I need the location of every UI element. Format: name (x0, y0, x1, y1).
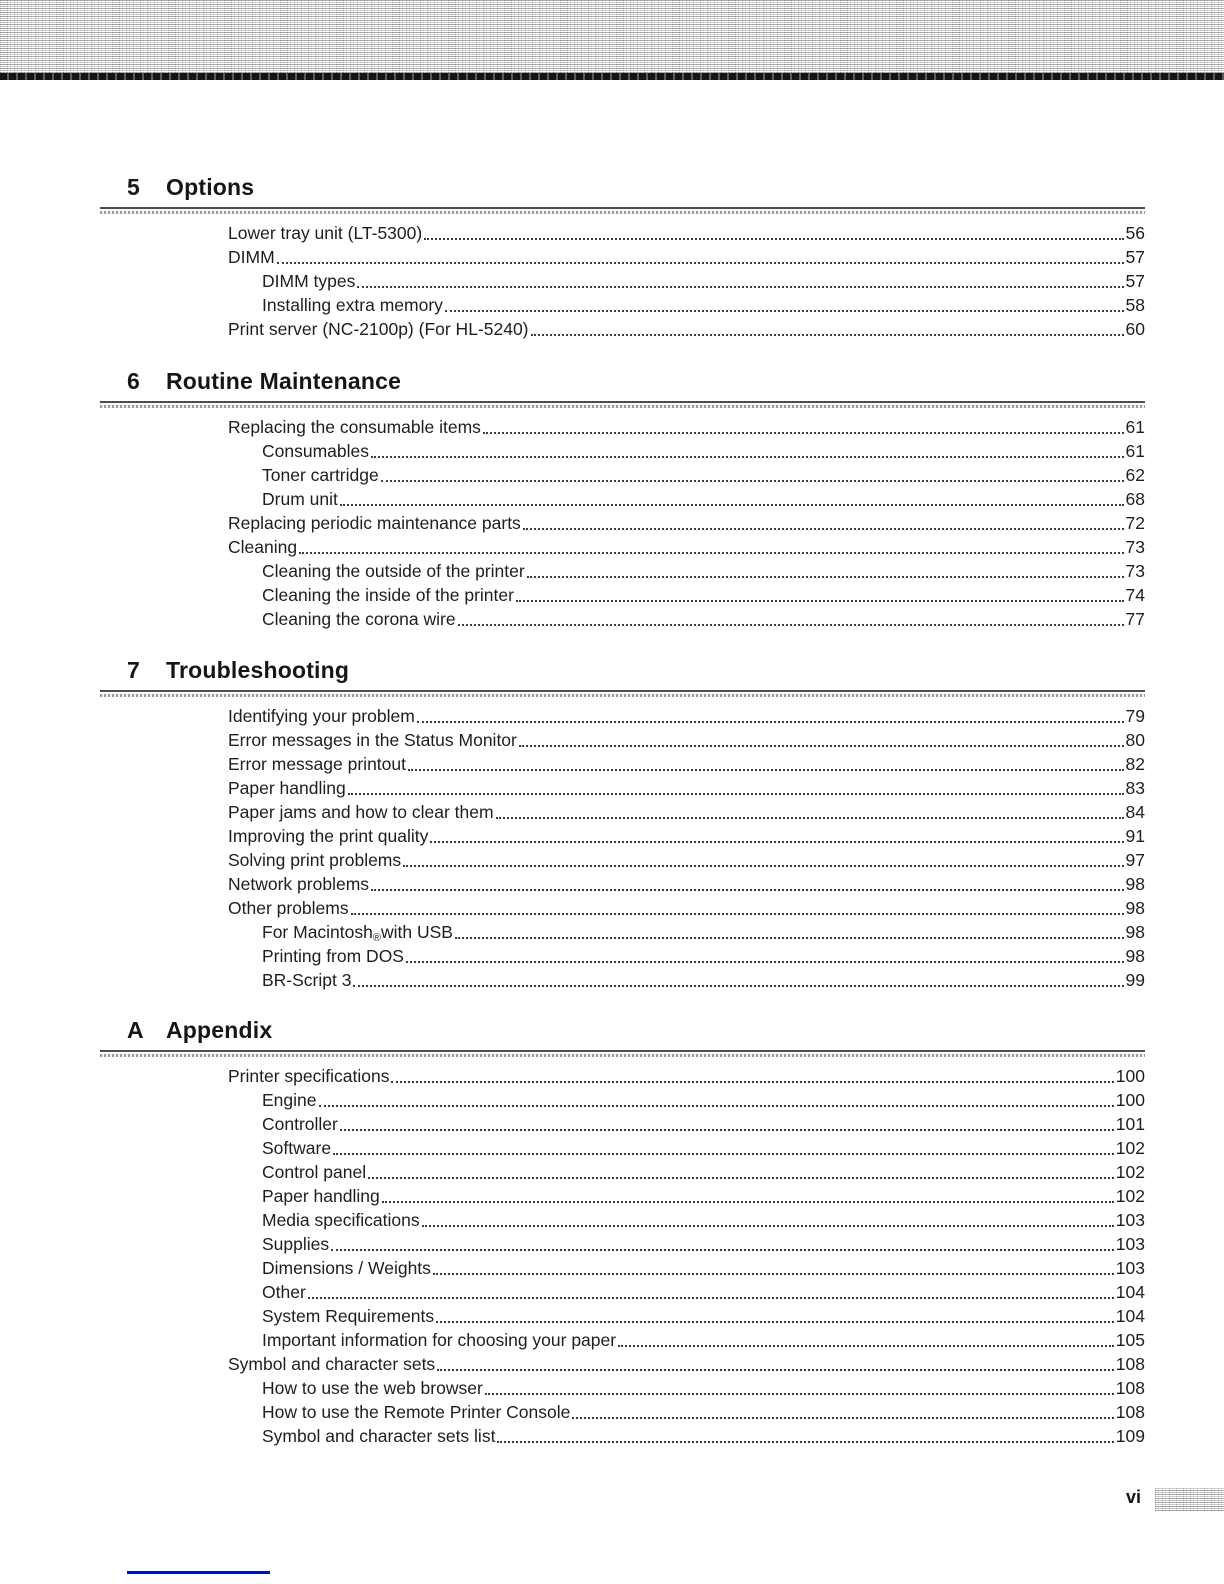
toc-entry-label: Paper handling (262, 1186, 380, 1206)
dot-leader (519, 745, 1124, 747)
toc-entry-page: 84 (1125, 802, 1145, 822)
toc-entry-label: Network problems (228, 874, 370, 894)
toc-entry (100, 1183, 1145, 1207)
footer-blue-line (127, 1571, 270, 1574)
toc-entry-label: Control panel (262, 1162, 367, 1182)
page-number: vi (1126, 1487, 1142, 1507)
toc-entry (100, 244, 1145, 268)
toc-entry-label: Cleaning the inside of the printer (262, 585, 514, 605)
toc-entry-label: Print server (NC-2100p) (For HL-5240) (228, 319, 529, 339)
toc-entry-label: Printing from DOS (262, 946, 404, 966)
toc-entry-label: Paper jams and how to clear them (228, 802, 494, 822)
dot-leader (485, 1393, 1114, 1395)
dot-leader (371, 889, 1124, 891)
section-rule (100, 401, 1145, 408)
toc-entry (100, 919, 1145, 943)
toc-entry (100, 1327, 1145, 1351)
toc-entry-label: Consumables (262, 441, 369, 461)
toc-entry (100, 1423, 1145, 1447)
toc-entry-page: 80 (1125, 730, 1145, 750)
toc-entry (100, 1087, 1145, 1111)
toc-entry-page: 103 (1115, 1210, 1145, 1230)
toc-entry-label: Other problems (228, 898, 349, 918)
dot-leader (497, 1441, 1113, 1443)
toc-entry-label: Software (262, 1138, 332, 1158)
toc-entry-label: Printer specifications (228, 1066, 390, 1086)
dot-leader (371, 456, 1124, 458)
toc-entry (100, 534, 1145, 558)
toc-entry (100, 220, 1145, 244)
toc-entry-label: Cleaning (228, 537, 298, 557)
toc-entry (100, 438, 1145, 462)
toc-entry (100, 1399, 1145, 1423)
toc-entry-page: 99 (1125, 970, 1145, 990)
toc-entry (100, 823, 1145, 847)
dot-leader (403, 865, 1123, 867)
dot-leader (417, 721, 1124, 723)
dot-leader (437, 1369, 1114, 1371)
dot-leader (496, 817, 1124, 819)
toc-entry (100, 871, 1145, 895)
toc-entry-page: 108 (1115, 1402, 1145, 1422)
scan-texture-block-footer (1155, 1488, 1224, 1511)
dot-leader (333, 1153, 1114, 1155)
toc-entry (100, 1375, 1145, 1399)
toc-entry-label: Improving the print quality (228, 826, 429, 846)
toc-entry-page: 104 (1115, 1282, 1145, 1302)
toc-entry-page: 57 (1125, 271, 1145, 291)
toc-entry (100, 1255, 1145, 1279)
dot-leader (348, 793, 1124, 795)
toc-entry (100, 943, 1145, 967)
toc-entry-label: Lower tray unit (LT-5300) (228, 223, 423, 243)
dot-leader (391, 1081, 1113, 1083)
section-entries (100, 220, 1145, 340)
dot-leader (531, 334, 1124, 336)
dot-leader (516, 600, 1124, 602)
section-entries (100, 1063, 1145, 1447)
toc-entry-label: BR-Script 3 (262, 970, 352, 990)
toc-entry-page: 100 (1115, 1090, 1145, 1110)
toc-entry-label: Other (262, 1282, 306, 1302)
toc-entry-page: 102 (1115, 1138, 1145, 1158)
toc-entry (100, 1063, 1145, 1087)
dot-leader (382, 1201, 1114, 1203)
section-number: 6 (127, 368, 140, 394)
dot-leader (618, 1345, 1114, 1347)
toc-entry-page: 73 (1125, 537, 1145, 557)
scan-texture-band-edge (0, 73, 1224, 80)
section-title: Options (166, 174, 255, 200)
dot-leader (353, 985, 1123, 987)
toc-entry-page: 109 (1115, 1426, 1145, 1446)
dot-leader (340, 1129, 1114, 1131)
dot-leader (430, 841, 1123, 843)
section-heading (100, 174, 1145, 200)
dot-leader (408, 769, 1124, 771)
toc-entry (100, 486, 1145, 510)
dot-leader (406, 961, 1124, 963)
toc-entry (100, 558, 1145, 582)
registered-trademark-symbol: ® (372, 932, 381, 944)
dot-leader (455, 937, 1124, 939)
toc-entry (100, 292, 1145, 316)
toc-entry-label: Cleaning the outside of the printer (262, 561, 525, 581)
section-rule (100, 1050, 1145, 1057)
dot-leader (277, 262, 1124, 264)
toc-entry (100, 1159, 1145, 1183)
toc-entry-label: Controller (262, 1114, 338, 1134)
toc-entry-label: Identifying your problem (228, 706, 415, 726)
toc-entry (100, 1231, 1145, 1255)
section-heading (100, 657, 1145, 683)
toc-entry-page: 72 (1125, 513, 1145, 533)
toc-entry (100, 1207, 1145, 1231)
scan-texture-band-top (0, 0, 1224, 73)
toc-section (100, 1017, 1145, 1447)
toc-entry (100, 751, 1145, 775)
toc-entry-label: For Macintosh (262, 922, 373, 942)
section-number: 7 (127, 657, 140, 683)
toc-entry-page: 98 (1125, 922, 1145, 942)
toc-entry-page: 79 (1125, 706, 1145, 726)
toc-entry-page: 98 (1125, 898, 1145, 918)
dot-leader (483, 432, 1124, 434)
toc-entry-label: Installing extra memory (262, 295, 443, 315)
toc-entry (100, 967, 1145, 991)
dot-leader (433, 1273, 1114, 1275)
toc-entry (100, 895, 1145, 919)
toc-entry-label: Replacing the consumable items (228, 417, 481, 437)
section-number: 5 (127, 174, 140, 200)
toc-entry-page: 60 (1125, 319, 1145, 339)
toc-entry (100, 606, 1145, 630)
toc-entry-page: 98 (1125, 874, 1145, 894)
section-heading (100, 1017, 1145, 1043)
toc-entry (100, 703, 1145, 727)
toc-entry-label: DIMM (228, 247, 275, 267)
toc-entry-page: 98 (1125, 946, 1145, 966)
toc-entry-page: 102 (1115, 1186, 1145, 1206)
dot-leader (572, 1417, 1113, 1419)
dot-leader (340, 504, 1124, 506)
toc-entry-label: Solving print problems (228, 850, 402, 870)
toc-entry-page: 73 (1125, 561, 1145, 581)
section-number: A (127, 1017, 144, 1043)
toc-entry-page: 82 (1125, 754, 1145, 774)
dot-leader (368, 1177, 1114, 1179)
section-title: Troubleshooting (166, 657, 350, 683)
toc-entry-page: 61 (1125, 417, 1145, 437)
toc-entry-page: 61 (1125, 441, 1145, 461)
toc-entry-label: Symbol and character sets list (262, 1426, 496, 1446)
toc-entry (100, 799, 1145, 823)
toc-entry-label: DIMM types (262, 271, 356, 291)
toc-entry (100, 462, 1145, 486)
toc-entry-label: Dimensions / Weights (262, 1258, 431, 1278)
toc-entry-page: 108 (1115, 1354, 1145, 1374)
dot-leader (458, 624, 1124, 626)
toc-entry-page: 104 (1115, 1306, 1145, 1326)
toc-entry-label: Error messages in the Status Monitor (228, 730, 517, 750)
toc-entry (100, 727, 1145, 751)
toc-entry-label: Engine (262, 1090, 317, 1110)
toc-entry-page: 103 (1115, 1258, 1145, 1278)
toc-entry (100, 1111, 1145, 1135)
toc-entry-page: 101 (1115, 1114, 1145, 1134)
dot-leader (436, 1321, 1114, 1323)
dot-leader (351, 913, 1124, 915)
toc-entry-label: How to use the web browser (262, 1378, 483, 1398)
toc-entry-page: 91 (1125, 826, 1145, 846)
dot-leader (331, 1249, 1114, 1251)
toc-section (100, 657, 1145, 991)
toc-entry-page: 83 (1125, 778, 1145, 798)
toc-entry-label: Toner cartridge (262, 465, 379, 485)
section-rule (100, 207, 1145, 214)
dot-leader (445, 310, 1124, 312)
dot-leader (527, 576, 1124, 578)
section-title: Appendix (166, 1017, 273, 1043)
dot-leader (381, 480, 1124, 482)
toc-entry-label: Media specifications (262, 1210, 420, 1230)
toc-entry-page: 57 (1125, 247, 1145, 267)
toc-entry-label: Symbol and character sets (228, 1354, 436, 1374)
section-heading (100, 368, 1145, 394)
toc-section (100, 174, 1145, 340)
dot-leader (523, 528, 1124, 530)
toc-entry (100, 1351, 1145, 1375)
toc-entry (100, 268, 1145, 292)
toc-entry-page: 103 (1115, 1234, 1145, 1254)
toc-entry-page: 108 (1115, 1378, 1145, 1398)
toc-entry (100, 316, 1145, 340)
toc-entry-page: 68 (1125, 489, 1145, 509)
toc-entry-page: 102 (1115, 1162, 1145, 1182)
toc-entry-label-tail: with USB (380, 922, 453, 942)
dot-leader (319, 1105, 1114, 1107)
toc-entry-page: 62 (1125, 465, 1145, 485)
toc-entry-page: 100 (1115, 1066, 1145, 1086)
toc-entry-label: Supplies (262, 1234, 330, 1254)
toc-entry (100, 1303, 1145, 1327)
section-title: Routine Maintenance (166, 368, 402, 394)
toc-entry-label: Replacing periodic maintenance parts (228, 513, 521, 533)
toc-entry-page: 74 (1125, 585, 1145, 605)
section-entries (100, 414, 1145, 630)
toc-entry-label: System Requirements (262, 1306, 435, 1326)
toc-entry-label: Drum unit (262, 489, 338, 509)
toc-entry-label: Error message printout (228, 754, 406, 774)
toc-entry-page: 105 (1115, 1330, 1145, 1350)
toc-entry (100, 1135, 1145, 1159)
toc-entry (100, 414, 1145, 438)
toc-entry-label: Cleaning the corona wire (262, 609, 456, 629)
toc-entry (100, 510, 1145, 534)
dot-leader (357, 286, 1123, 288)
toc-section (100, 368, 1145, 630)
toc-entry-page: 97 (1125, 850, 1145, 870)
toc-entry (100, 1279, 1145, 1303)
toc-entry (100, 847, 1145, 871)
toc-entry-page: 77 (1125, 609, 1145, 629)
toc-entry-label: Important information for choosing your paper (262, 1330, 617, 1350)
dot-leader (424, 238, 1123, 240)
toc-entry-label: How to use the Remote Printer Console (262, 1402, 571, 1422)
dot-leader (422, 1225, 1114, 1227)
dot-leader (299, 552, 1123, 554)
toc-entry-page: 58 (1125, 295, 1145, 315)
toc-entry-label: Paper handling (228, 778, 346, 798)
toc-entry (100, 582, 1145, 606)
section-entries (100, 703, 1145, 991)
dot-leader (308, 1297, 1114, 1299)
section-rule (100, 690, 1145, 697)
toc-entry (100, 775, 1145, 799)
toc-entry-page: 56 (1125, 223, 1145, 243)
